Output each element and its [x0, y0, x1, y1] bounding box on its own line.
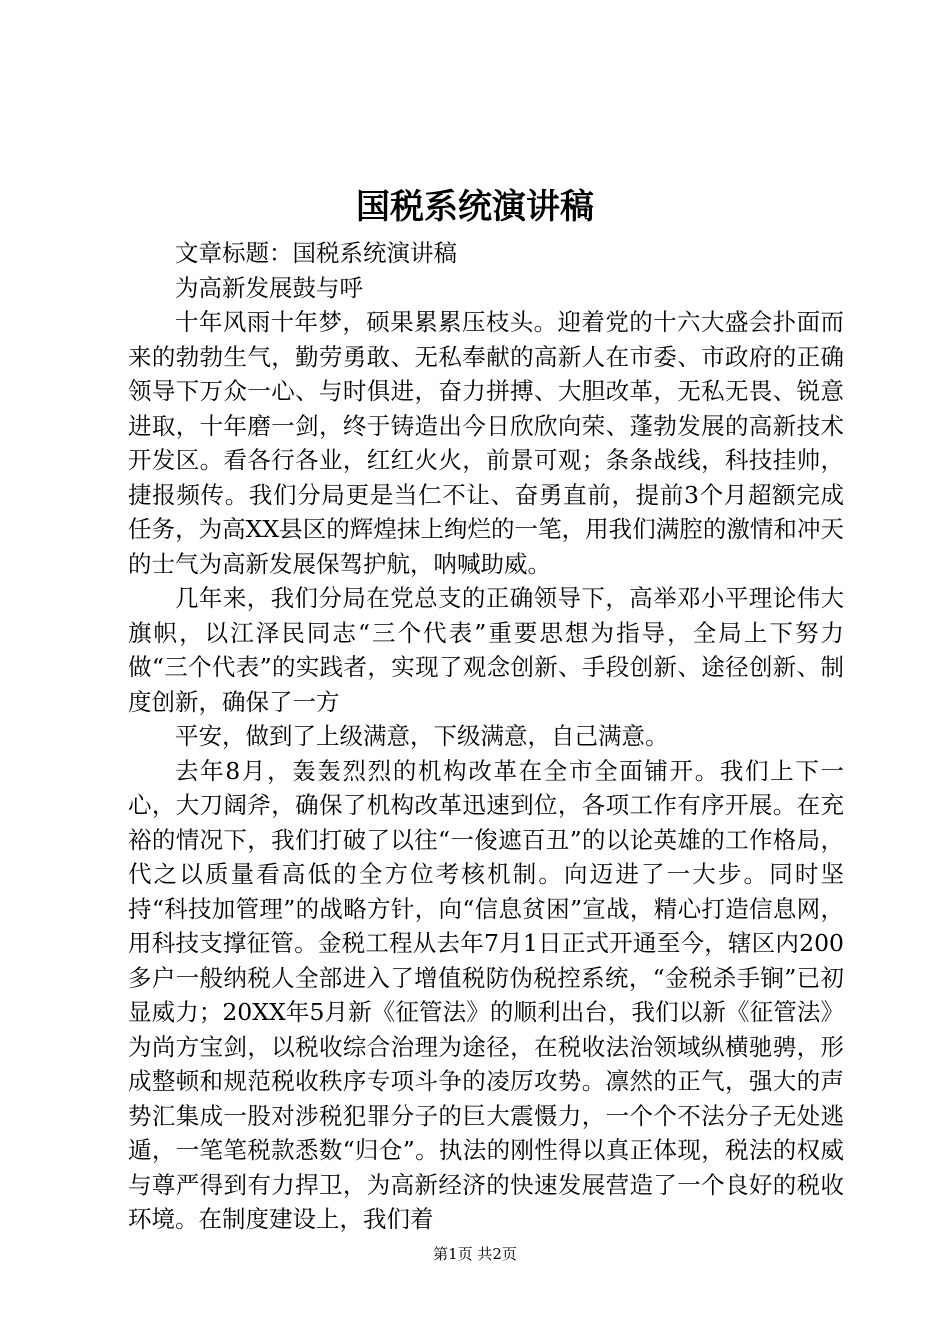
- page-footer: 第1页 共2页: [433, 1245, 517, 1263]
- body-paragraph: 平安，做到了上级满意，下级满意，自己满意。: [175, 722, 669, 750]
- body-paragraph: 几年来，我们分局在党总支的正确领导下，高举邓小平理论伟大旗帜，以江泽民同志“三个代表”重要思想为指导，全局上下努力做“三个代表”的实践者，实现了观念创新、手段创新、途径创新、制度创新，确保了一方: [128, 584, 844, 716]
- document-body: [128, 236, 844, 1237]
- body-paragraph: 去年8月，轰轰烈烈的机构改革在全市全面铺开。我们上下一心，大刀阔斧，确保了机构改革迅速到位，各项工作有序开展。在充裕的情况下，我们打破了以往“一俊遮百丑”的以论英雄的工作格局，代之以质量看高低的全方位考核机制。向迈进了一大步。同时坚持“科技加管理”的战略方针，向“信息贫困”宣战，精心打造信息网，用科技支撑征管。金税工程从去年7月1日正式开通至今，辖区内200多户一般纳税人全部进入了增值税防伪税控系统，“金税杀手锏”已初显威力；20XX年5月新《征管法》的顺利出台，我们以新《征管法》为尚方宝剑，以税收综合治理为途径，在税收法治领域纵横驰骋，形成整顿和规范税收秩序专项斗争的凌厉攻势。凛然的正气，强大的声势汇集成一股对涉税犯罪分子的巨大震慑力，一个个不法分子无处逃遁，一笔笔税款悉数“归仓”。执法的刚性得以真正体现，税法的权威与尊严得到有力捍卫，为高新经济的快速发展营造了一个良好的税收环境。在制度建设上，我们着: [128, 756, 844, 1233]
- body-paragraph: 十年风雨十年梦，硕果累累压枝头。迎着党的十六大盛会扑面而来的勃勃生气，勤劳勇敢、无私奉献的高新人在市委、市政府的正确领导下万众一心、与时俱进，奋力拼搏、大胆改革，无私无畏、锐意进取，十年磨一剑，终于铸造出今日欣欣向荣、蓬勃发展的高新技术开发区。看各行各业，红红火火，前景可观；条条战线，科技挂帅，捷报频传。我们分局更是当仁不让、奋勇直前，提前3个月超额完成任务，为高XX县区的辉煌抹上绚烂的一笔，用我们满腔的激情和冲天的士气为高新发展保驾护航，呐喊助威。: [128, 308, 844, 578]
- document-title: 国税系统演讲稿: [356, 187, 594, 227]
- article-title-line: 文章标题：国税系统演讲稿: [175, 239, 457, 267]
- subtitle-line: 为高新发展鼓与呼: [175, 273, 363, 302]
